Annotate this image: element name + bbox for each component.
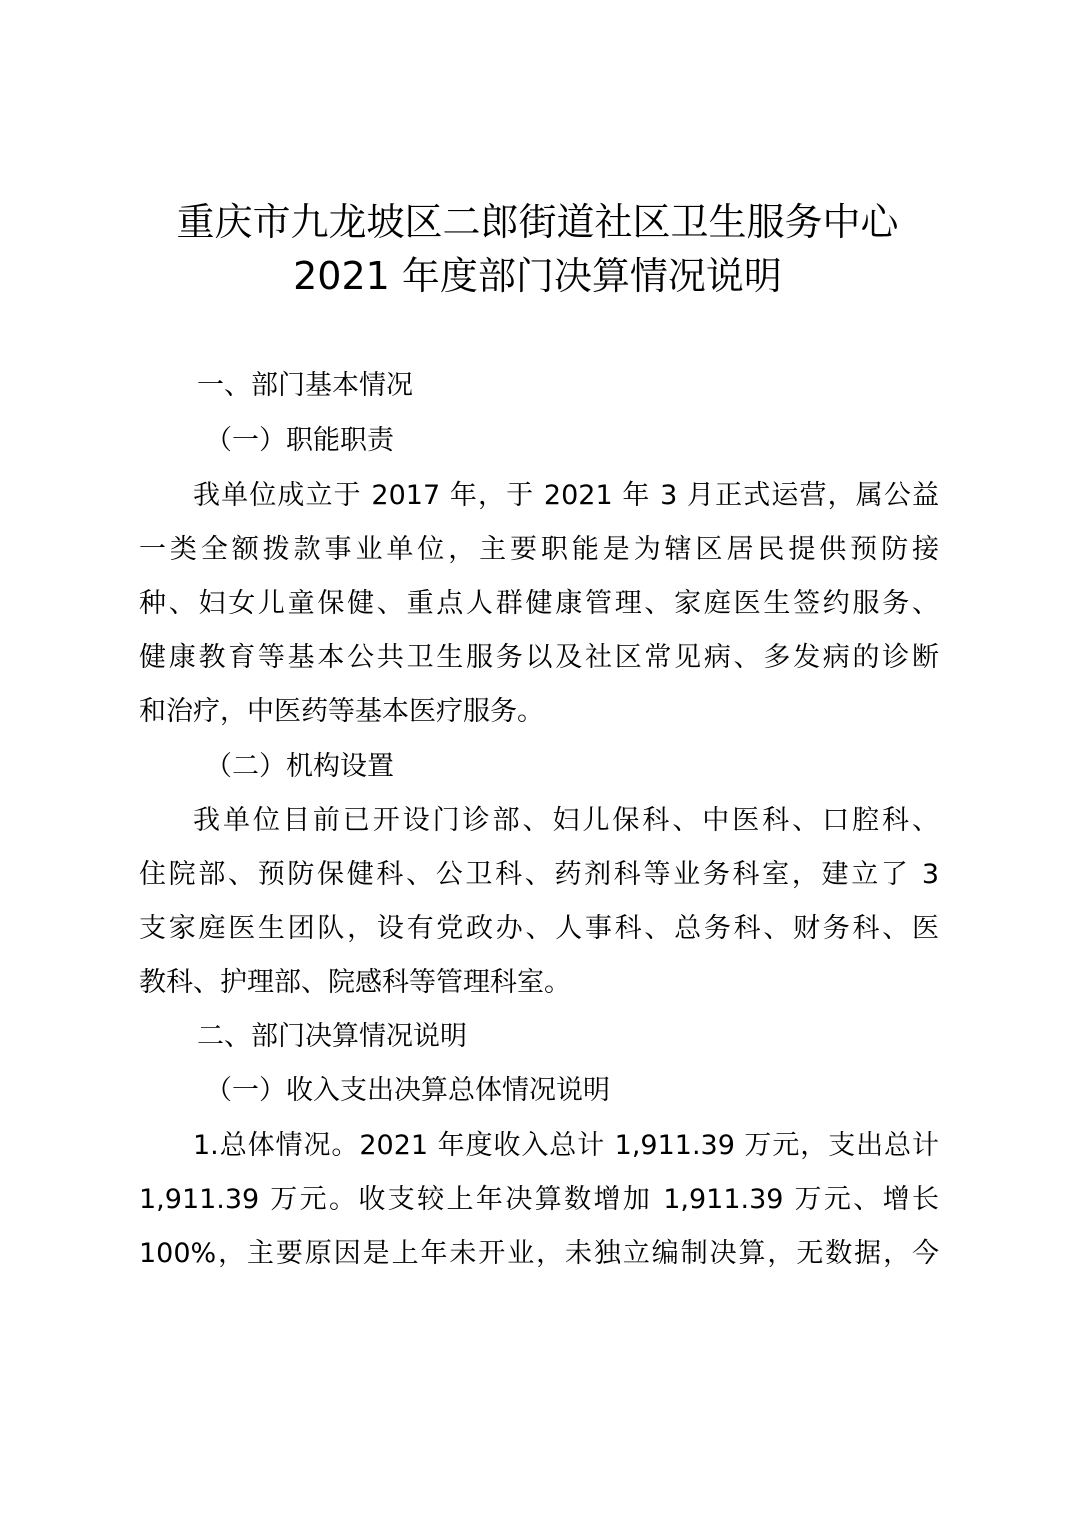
- paragraph-line: 和治疗，中医药等基本医疗服务。: [139, 696, 544, 727]
- paragraph-line: 100%，主要原因是上年未开业，未独立编制决算，无数据，今: [139, 1238, 939, 1269]
- paragraph-line: 我单位目前已开设门诊部、妇儿保科、中医科、口腔科、: [193, 805, 939, 836]
- paragraph-line: 我单位成立于 2017 年，于 2021 年 3 月正式运营，属公益: [193, 480, 939, 511]
- document-title-line-2: 2021 年度部门决算情况说明: [293, 254, 782, 298]
- paragraph-line: 1.总体情况。2021 年度收入总计 1,911.39 万元，支出总计: [193, 1130, 939, 1161]
- paragraph-line: 种、妇女儿童保健、重点人群健康管理、家庭医生签约服务、: [139, 588, 939, 619]
- section-2-heading: 二、部门决算情况说明: [197, 1021, 467, 1052]
- paragraph-line: 住院部、预防保健科、公卫科、药剂科等业务科室，建立了 3: [139, 859, 939, 890]
- section-1-sub-1-heading: （一）职能职责: [205, 425, 394, 456]
- paragraph-line: 教科、护理部、院感科等管理科室。: [139, 967, 571, 998]
- section-2-sub-1-heading: （一）收入支出决算总体情况说明: [205, 1075, 610, 1106]
- paragraph-line: 一类全额拨款事业单位，主要职能是为辖区居民提供预防接: [139, 534, 939, 565]
- document-title-line-1: 重庆市九龙坡区二郎街道社区卫生服务中心: [176, 200, 899, 244]
- paragraph-line: 健康教育等基本公共卫生服务以及社区常见病、多发病的诊断: [139, 642, 939, 673]
- section-1-heading: 一、部门基本情况: [197, 370, 413, 401]
- paragraph-line: 1,911.39 万元。收支较上年决算数增加 1,911.39 万元、增长: [139, 1184, 939, 1215]
- section-1-sub-2-heading: （二）机构设置: [205, 751, 394, 782]
- paragraph-line: 支家庭医生团队，设有党政办、人事科、总务科、财务科、医: [139, 913, 939, 944]
